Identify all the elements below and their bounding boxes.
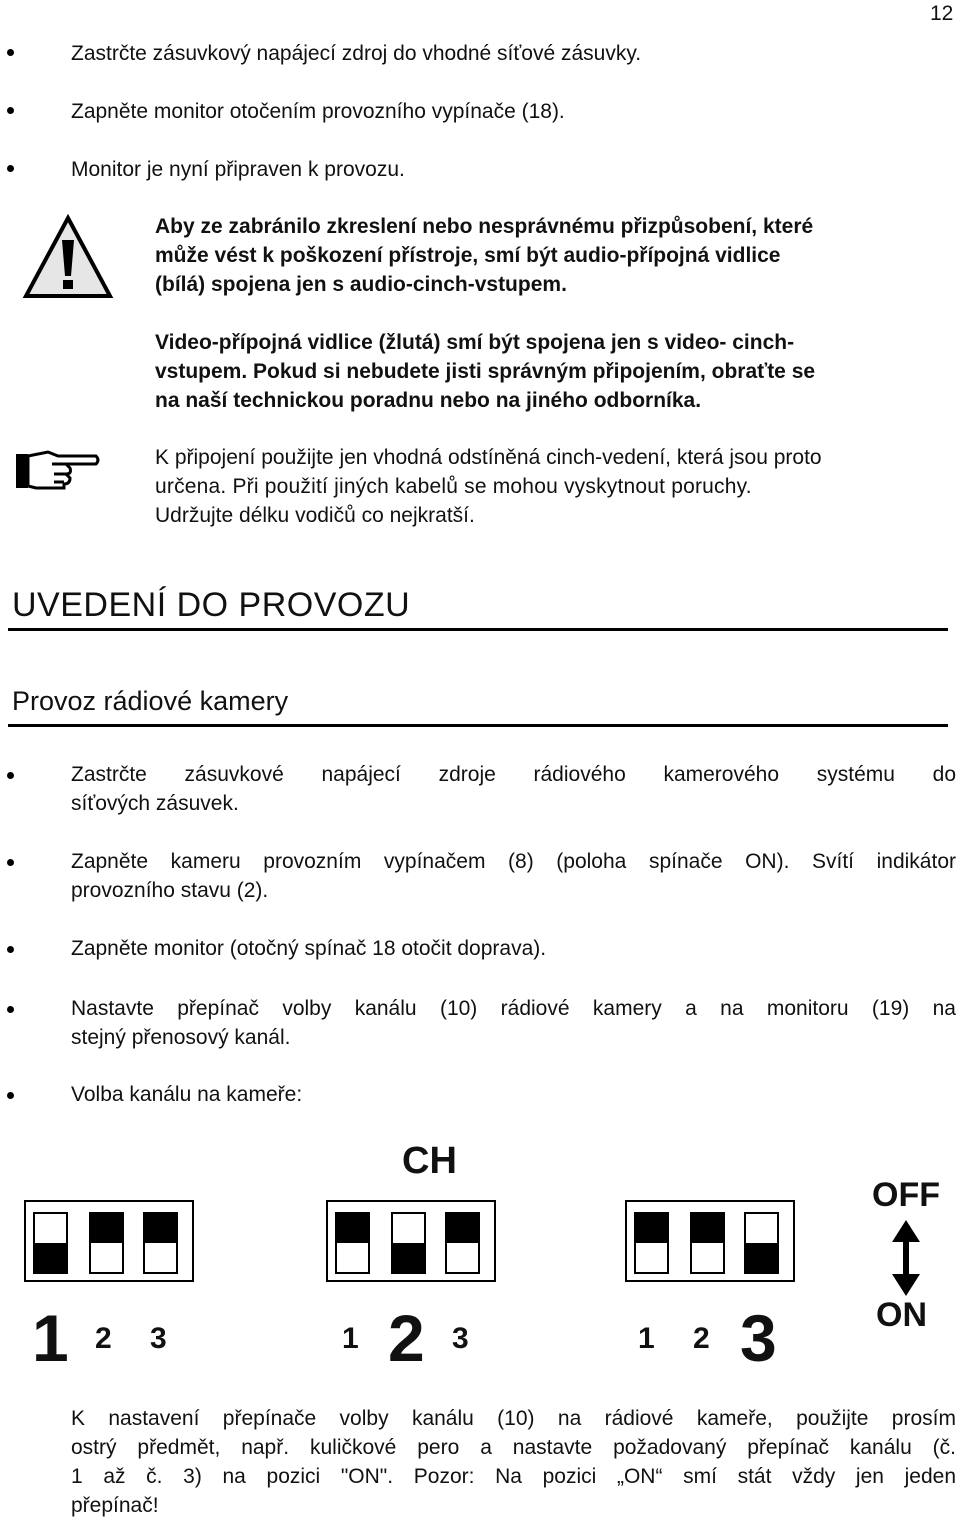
list-item xyxy=(71,847,956,905)
subsection-rule xyxy=(8,724,948,727)
paragraph-line: 1 až č. 3) na pozici "ON". Pozor: Na pozici „ON“ smí stát vždy jen jeden xyxy=(71,1465,956,1488)
note-line: K připojení použijte jen vhodná odstíněná cinch-vedení, která jsou proto xyxy=(155,446,822,469)
dip-switch xyxy=(690,1212,725,1274)
switch-number: 3 xyxy=(452,1322,469,1355)
warning-text-2 xyxy=(155,328,950,415)
dip-switch-block xyxy=(625,1200,795,1282)
section-title: UVEDENÍ DO PROVOZU xyxy=(12,586,411,624)
note-line: Udržujte délku vodičů co nejkratší. xyxy=(155,504,475,527)
subsection-title: Provoz rádiové kamery xyxy=(12,686,289,716)
warning-line: (bílá) spojena jen s audio-cinch-vstupem. xyxy=(155,273,567,296)
note-text xyxy=(155,443,950,530)
warning-line: Aby ze zabránilo zkreslení nebo nesprávnému přizpůsobení, které xyxy=(155,215,814,238)
switch-number: 2 xyxy=(388,1301,425,1375)
bullet-dot xyxy=(7,859,14,866)
dip-switch xyxy=(33,1212,68,1274)
switch-number: 2 xyxy=(693,1322,710,1355)
ch-label: CH xyxy=(402,1140,457,1182)
warning-line: Video-přípojná vidlice (žlutá) smí být spojena jen s video- cinch- xyxy=(155,331,795,354)
dip-switch xyxy=(445,1212,480,1274)
bullet-dot xyxy=(7,49,14,56)
paragraph-line: přepínač! xyxy=(71,1494,159,1517)
list-item: Zapněte monitor (otočný spínač 18 otočit doprava). xyxy=(71,937,547,960)
paragraph-line: ostrý předmět, např. kuličkové pero a nastavte požadovaný přepínač kanálu (č. xyxy=(71,1436,956,1459)
list-item: Monitor je nyní připraven k provozu. xyxy=(71,158,405,181)
page-number: 12 xyxy=(930,2,954,25)
bullet-dot xyxy=(7,946,14,953)
list-line: provozního stavu (2). xyxy=(71,879,269,902)
warning-text xyxy=(155,212,950,299)
dip-switch xyxy=(391,1212,426,1274)
list-item xyxy=(71,994,956,1052)
switch-number: 1 xyxy=(638,1322,655,1355)
warning-line: může vést k poškození přístroje, smí být audio-přípojná vidlice xyxy=(155,244,781,267)
list-item: Volba kanálu na kameře: xyxy=(71,1083,303,1106)
dip-switch xyxy=(335,1212,370,1274)
list-line: stejný přenosový kanál. xyxy=(71,1026,291,1049)
bullet-dot xyxy=(7,1006,14,1013)
on-label: ON xyxy=(876,1296,927,1334)
list-line: Zapněte kameru provozním vypínačem (8) (poloha spínače ON). Svítí indikátor xyxy=(71,850,956,873)
section-rule xyxy=(8,628,948,631)
switch-number: 3 xyxy=(740,1301,777,1375)
dip-switch xyxy=(143,1212,178,1274)
pointing-hand-icon xyxy=(14,446,100,494)
list-line: síťových zásuvek. xyxy=(71,792,239,815)
off-label: OFF xyxy=(872,1176,940,1214)
up-down-arrow-icon xyxy=(890,1220,922,1296)
dip-switch-block xyxy=(326,1200,496,1282)
final-paragraph xyxy=(71,1404,956,1520)
dip-switch xyxy=(634,1212,669,1274)
bullet-dot xyxy=(7,772,14,779)
warning-triangle-icon xyxy=(22,214,114,300)
dip-switch xyxy=(744,1212,779,1274)
bullet-dot xyxy=(7,1092,14,1099)
list-line: Nastavte přepínač volby kanálu (10) rádiové kamery a na monitoru (19) na xyxy=(71,997,956,1020)
list-item: Zapněte monitor otočením provozního vypínače (18). xyxy=(71,100,565,123)
switch-number: 1 xyxy=(32,1301,69,1375)
switch-number: 3 xyxy=(150,1322,167,1355)
paragraph-line: K nastavení přepínače volby kanálu (10) na rádiové kameře, použijte prosím xyxy=(71,1407,956,1430)
warning-line: vstupem. Pokud si nebudete jisti správným připojením, obraťte se xyxy=(155,360,816,383)
switch-number: 2 xyxy=(95,1322,112,1355)
switch-number: 1 xyxy=(342,1322,359,1355)
note-line: určena. Při použití jiných kabelů se mohou vyskytnout poruchy. xyxy=(155,475,752,498)
dip-switch-block xyxy=(24,1200,194,1282)
bullet-dot xyxy=(7,107,14,114)
list-item xyxy=(71,760,956,818)
warning-line: na naší technickou poradnu nebo na jiného odborníka. xyxy=(155,389,702,412)
list-line: Zastrčte zásuvkové napájecí zdroje rádiového kamerového systému do xyxy=(71,763,956,786)
dip-switch xyxy=(89,1212,124,1274)
list-item: Zastrčte zásuvkový napájecí zdroj do vhodné síťové zásuvky. xyxy=(71,42,642,65)
bullet-dot xyxy=(7,165,14,172)
